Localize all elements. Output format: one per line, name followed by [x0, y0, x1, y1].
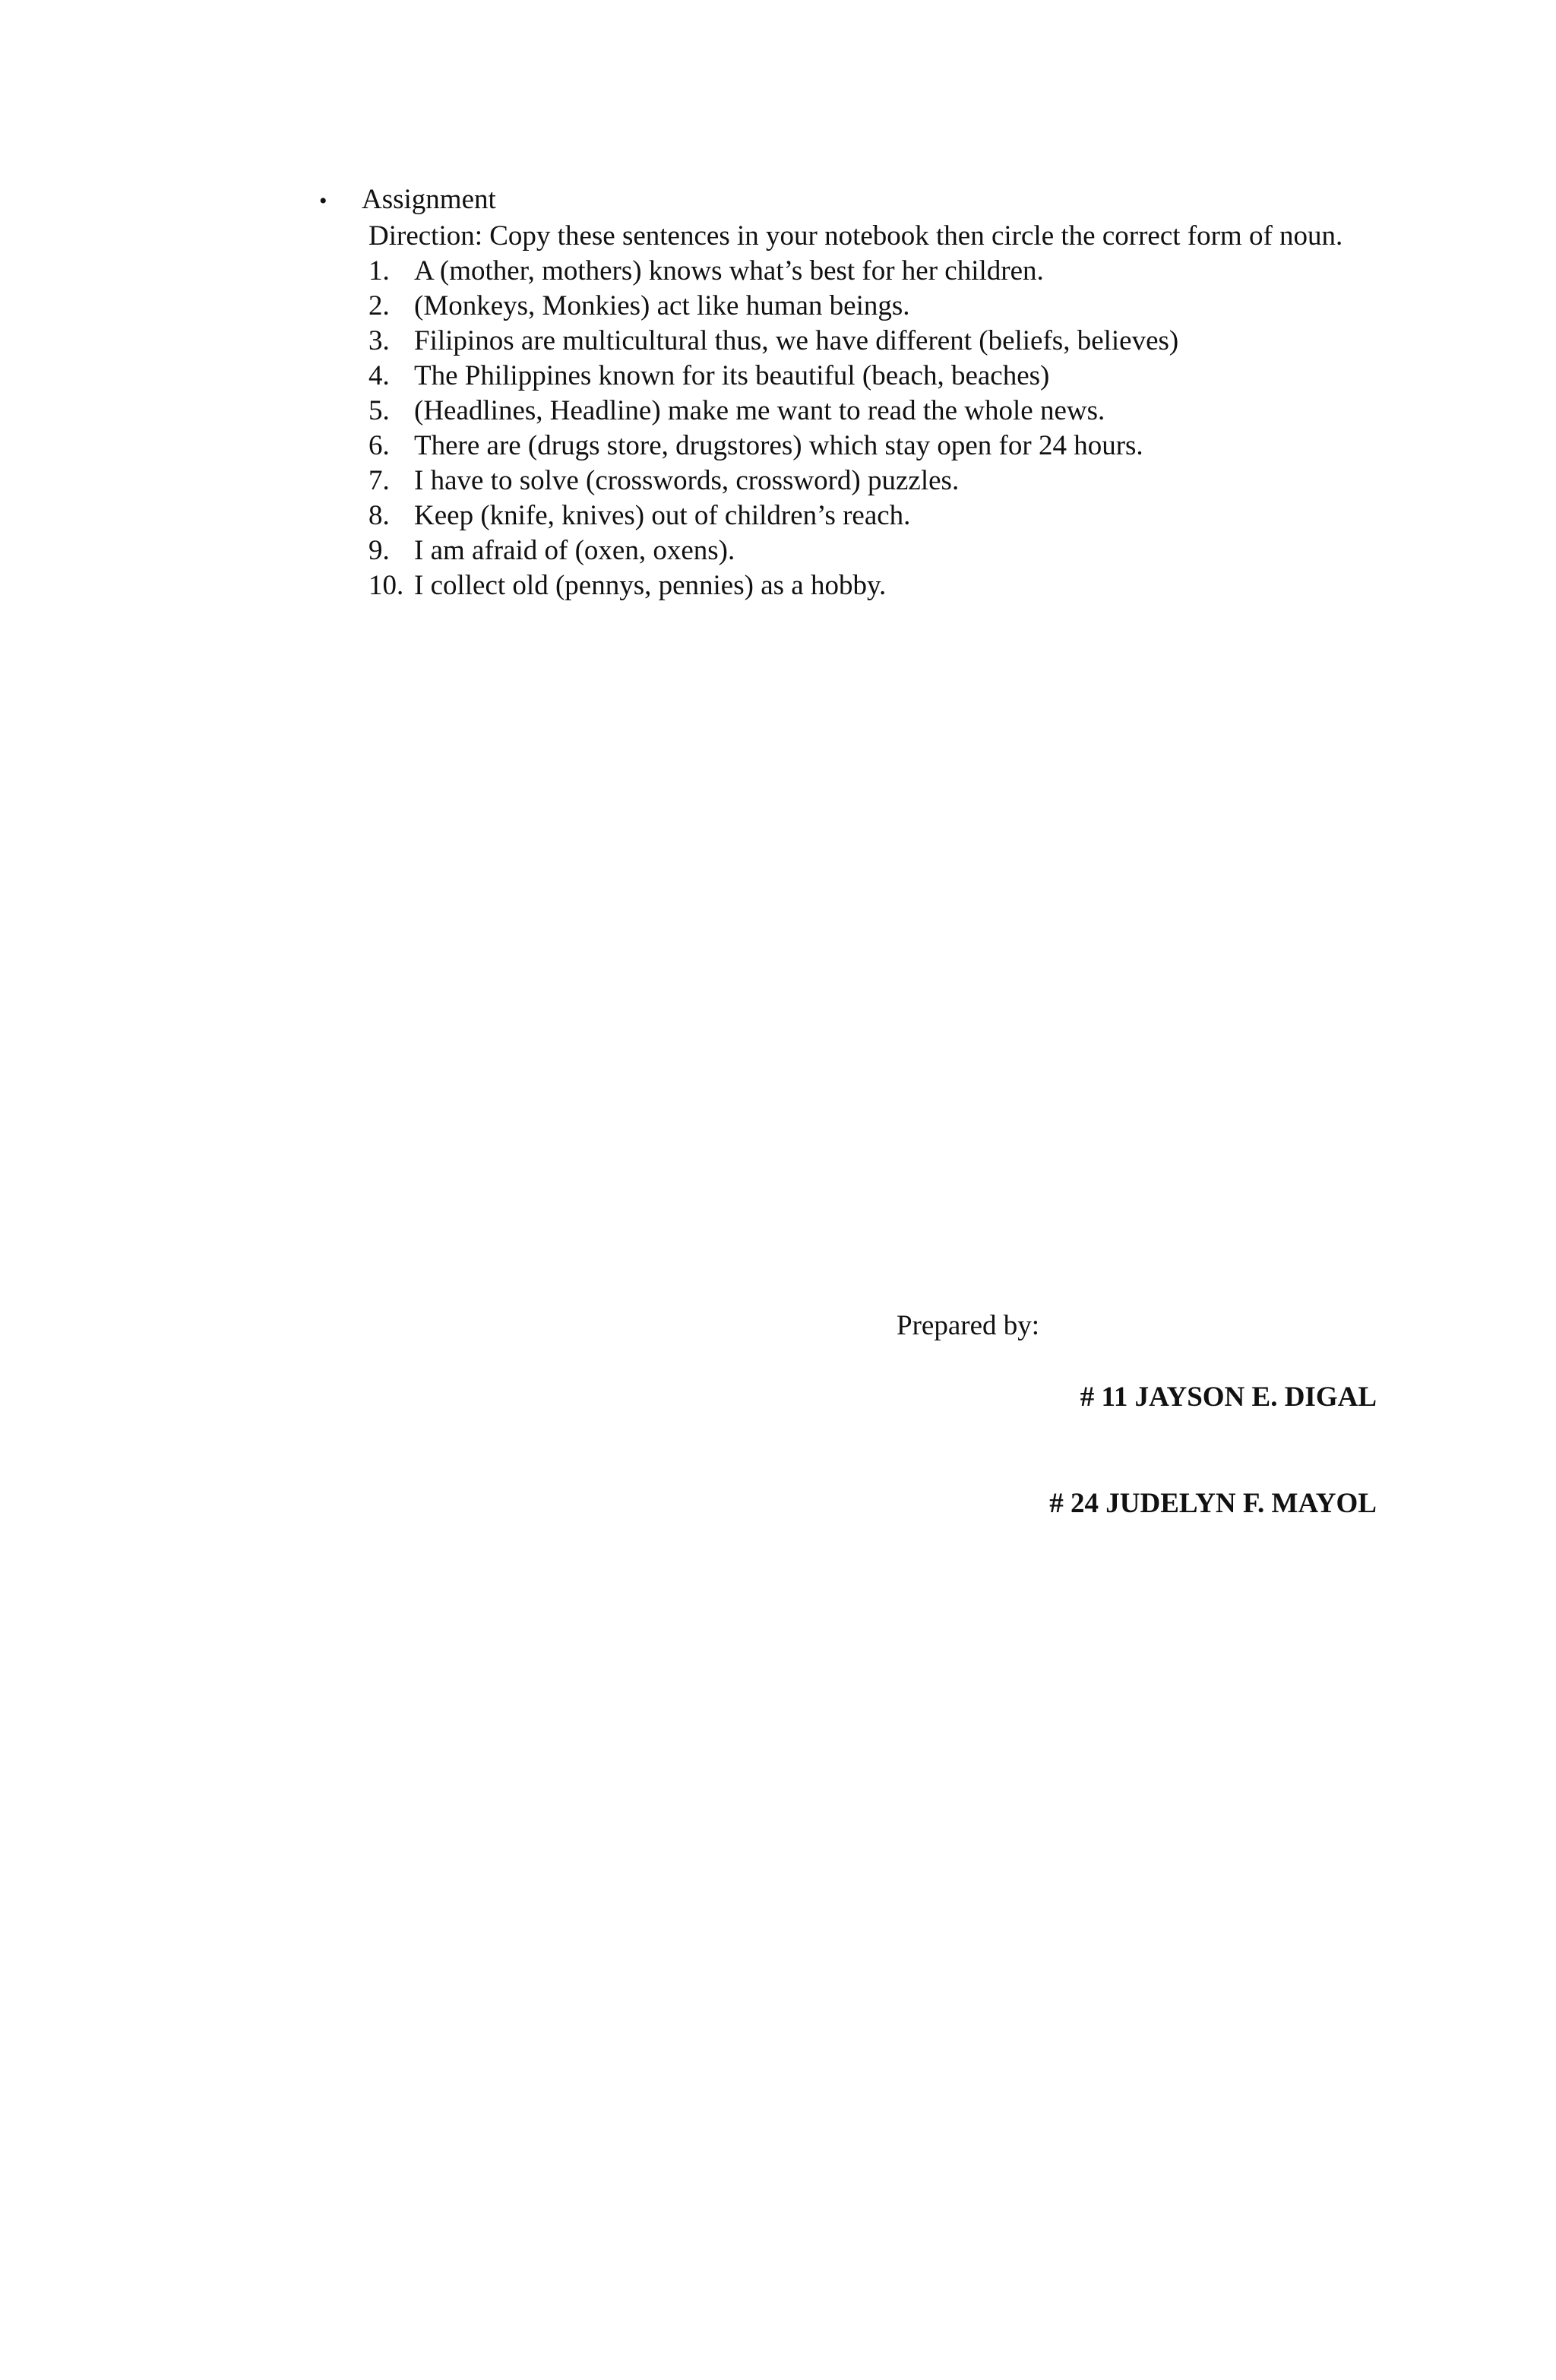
assignment-section [319, 182, 1368, 603]
item-sentence: I collect old (pennys, pennies) as a hobby. [414, 570, 887, 601]
item-number: 6. [368, 430, 390, 461]
list-item [368, 429, 1368, 464]
item-sentence: Filipinos are multicultural thus, we have different (beliefs, believes) [414, 325, 1179, 356]
item-number: 7. [368, 465, 390, 496]
item-number: 8. [368, 500, 390, 531]
assignment-heading: Assignment [362, 184, 496, 215]
item-number: 10. [368, 570, 404, 601]
list-item [368, 324, 1368, 359]
list-item [368, 359, 1368, 394]
item-number: 5. [368, 395, 390, 426]
list-item [368, 498, 1368, 533]
list-item [368, 533, 1368, 568]
sentence-list [368, 254, 1368, 603]
assignment-heading-row [319, 182, 1368, 219]
item-number: 1. [368, 255, 390, 286]
author-name: # 24 JUDELYN F. MAYOL [1049, 1488, 1377, 1519]
list-item [368, 289, 1368, 324]
author-name: # 11 JAYSON E. DIGAL [1080, 1381, 1377, 1413]
item-sentence: (Monkeys, Monkies) act like human beings. [414, 290, 910, 321]
item-number: 9. [368, 535, 390, 566]
bullet-icon: • [319, 188, 327, 214]
list-item [368, 464, 1368, 498]
item-sentence: I am afraid of (oxen, oxens). [414, 535, 735, 566]
direction-text: Direction: Copy these sentences in your notebook then circle the correct form of noun. [368, 220, 1343, 252]
list-item [368, 394, 1368, 429]
item-sentence: I have to solve (crosswords, crossword) puzzles. [414, 465, 960, 496]
list-item [368, 254, 1368, 289]
item-number: 4. [368, 360, 390, 391]
item-sentence: (Headlines, Headline) make me want to read the whole news. [414, 395, 1105, 426]
item-sentence: A (mother, mothers) knows what’s best for her children. [414, 255, 1044, 286]
item-sentence: The Philippines known for its beautiful (beach, beaches) [414, 360, 1050, 391]
item-sentence: There are (drugs store, drugstores) which stay open for 24 hours. [414, 430, 1143, 461]
prepared-by-label: Prepared by: [897, 1310, 1040, 1341]
item-number: 3. [368, 325, 390, 356]
item-sentence: Keep (knife, knives) out of children’s reach. [414, 500, 911, 531]
list-item [368, 568, 1368, 603]
item-number: 2. [368, 290, 390, 321]
